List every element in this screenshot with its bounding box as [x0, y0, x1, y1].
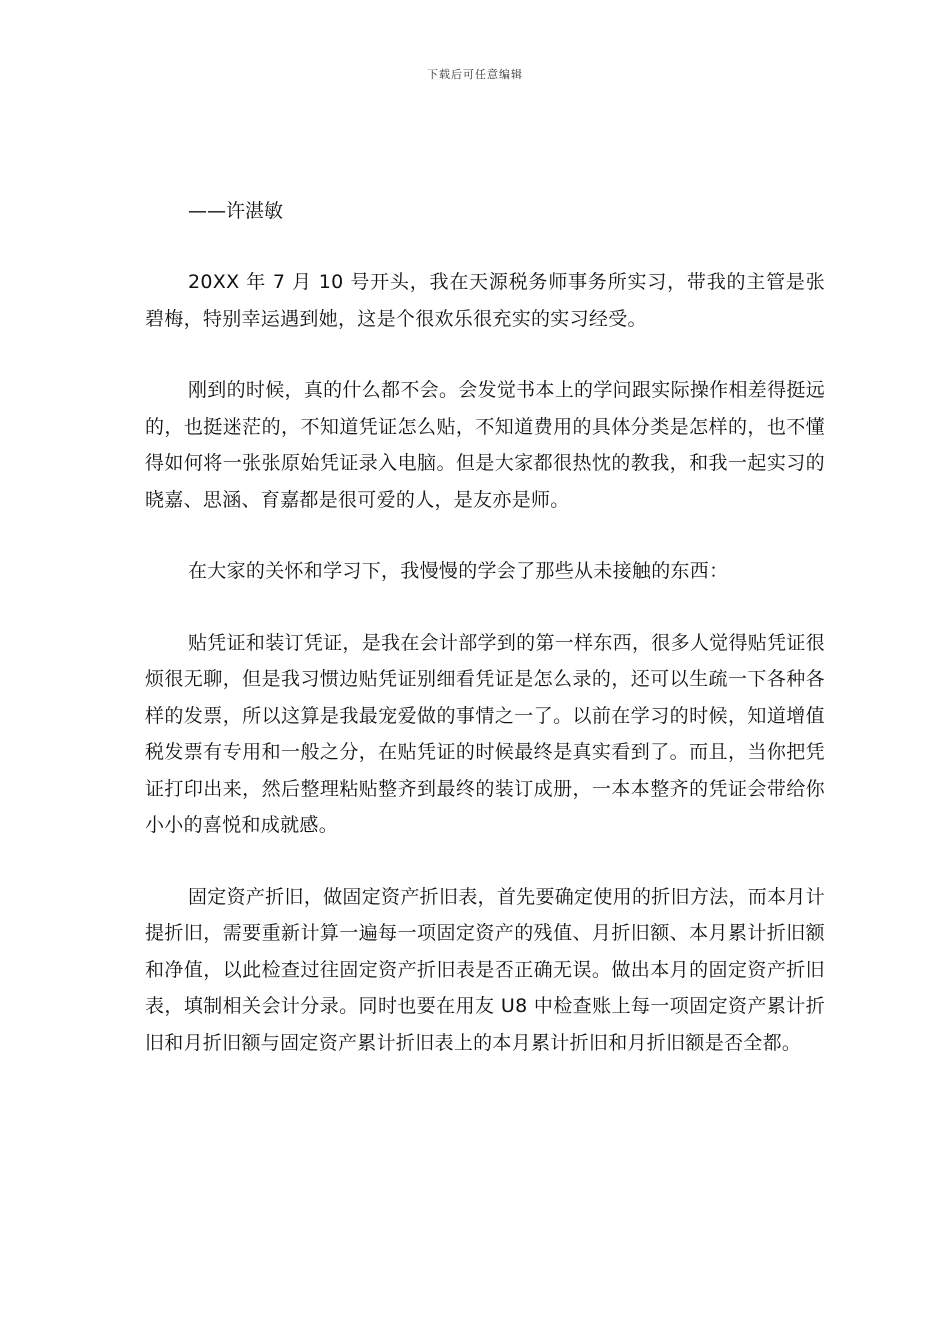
paragraph-4: 贴凭证和装订凭证，是我在会计部学到的第一样东西，很多人觉得贴凭证很烦很无聊，但是我习惯边贴凭证别细看凭证是怎么录的，还可以生疏一下各种各样的发票，所以这算是我最宠爱做的事情之一了。以前在学习的时候，知道增值税发票有专用和一般之分，在贴凭证的时候最终是真实看到了。而且，当你把凭证打印出来，然后整理粘贴整齐到最终的装订成册，一本本整齐的凭证会带给你小小的喜悦和成就感。	[145, 631, 825, 836]
document-body	[145, 194, 825, 1096]
author-line: ——许湛敏	[188, 200, 284, 222]
paragraph-2: 刚到的时候，真的什么都不会。会发觉书本上的学问跟实际操作相差得挺远的，也挺迷茫的，不知道凭证怎么贴，不知道费用的具体分类是怎样的，也不懂得如何将一张张原始凭证录入电脑。但是大家都很热忱的教我，和我一起实习的晓嘉、思涵、育嘉都是很可爱的人，是友亦是师。	[145, 379, 825, 511]
header-note: 下载后可任意编辑	[427, 68, 523, 81]
paragraph-5: 固定资产折旧，做固定资产折旧表，首先要确定使用的折旧方法，而本月计提折旧，需要重新计算一遍每一项固定资产的残值、月折旧额、本月累计折旧额和净值，以此检查过往固定资产折旧表是否正确无误。做出本月的固定资产折旧表，填制相关会计分录。同时也要在用友 U8 中检查账上每一项固定资产累计折旧和月折旧额与固定资产累计折旧表上的本月累计折旧和月折旧额是否全都。	[145, 885, 825, 1054]
paragraph-1: 20XX 年 7 月 10 号开头，我在天源税务师事务所实习，带我的主管是张碧梅，特别幸运遇到她，这是个很欢乐很充实的实习经受。	[145, 271, 825, 330]
paragraph-3: 在大家的关怀和学习下，我慢慢的学会了那些从未接触的东西：	[188, 560, 729, 582]
